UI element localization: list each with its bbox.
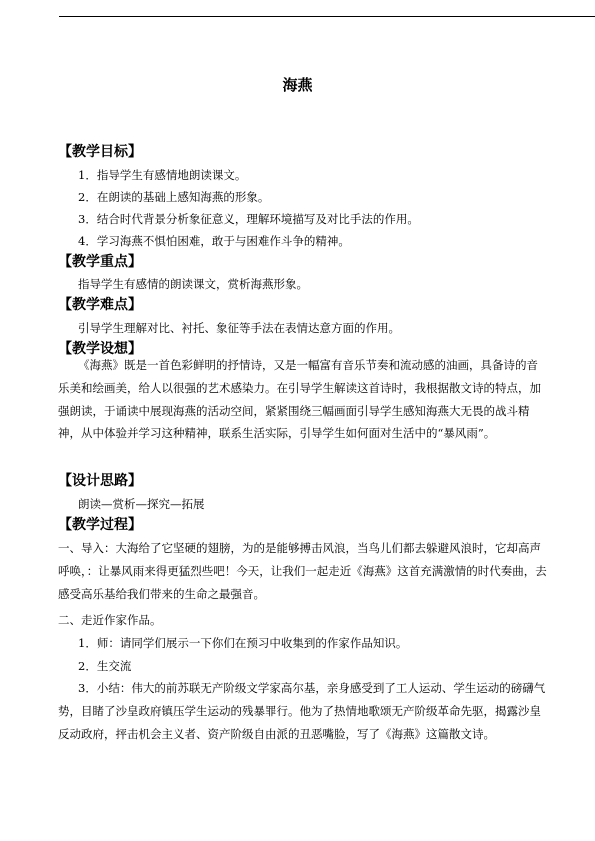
- goal-item-3: 3．结合时代背景分析象征意义，理解环境描写及对比手法的作用。: [78, 212, 419, 226]
- heading-teaching-idea: 【教学设想】: [58, 341, 142, 357]
- teaching-idea-text: 《海燕》既是一首色彩鲜明的抒情诗，又是一幅富有音乐节奏和流动感的油画，具备诗的音乐美和绘画美，给人以很强的艺术感染力。在引导学生解读这首诗时，我根据散文诗的特点，加强朗读，于诵读中展现海燕的活动空间，紧紧围绕三幅画面引导学生感知海燕大无畏的战斗精神，从中体验并学习这种精神，联系生活实际，引导学生如何面对生活中的“暴风雨”。: [58, 358, 541, 441]
- teaching-key-text: 指导学生有感情的朗读课文，赏析海燕形象。: [78, 277, 308, 291]
- heading-teaching-goals: 【教学目标】: [58, 144, 142, 160]
- heading-design-idea: 【设计思路】: [58, 473, 142, 489]
- heading-teaching-difficulty: 【教学难点】: [58, 297, 142, 313]
- header-rule: [59, 16, 595, 17]
- goal-item-1: 1．指导学生有感情地朗读课文。: [78, 168, 247, 182]
- heading-teaching-key: 【教学重点】: [58, 254, 142, 270]
- document-title: 海燕: [282, 76, 313, 94]
- design-idea-text: 朗读—赏析—探究—拓展: [78, 497, 205, 511]
- step2-summary-text: 3．小结：伟大的前苏联无产阶级文学家高尔基，亲身感受到了工人运动、学生运动的磅礴气势，目睹了沙皇政府镇压学生运动的残暴罪行。他为了热情地歌颂无产阶级革命先驱，揭露沙皇反动政府，抨击机会主义者、资产阶级自由派的丑恶嘴脸，写了《海燕》这篇散文诗。: [58, 681, 546, 741]
- heading-teaching-process: 【教学过程】: [58, 517, 142, 533]
- step2-item-2: 2．生交流: [78, 659, 132, 673]
- process-step-2: 二、走近作家作品。: [58, 613, 162, 627]
- step2-item-1: 1．师：请同学们展示一下你们在预习中收集到的作家作品知识。: [78, 636, 408, 650]
- teaching-difficulty-text: 引导学生理解对比、衬托、象征等手法在表情达意方面的作用。: [78, 321, 400, 335]
- goal-item-2: 2．在朗读的基础上感知海燕的形象。: [78, 190, 270, 204]
- goal-item-4: 4．学习海燕不惧怕困难，敢于与困难作斗争的精神。: [78, 234, 350, 248]
- process-intro-text: 一、导入：大海给了它坚硬的翅膀，为的是能够搏击风浪，当鸟儿们都去躲避风浪时，它却高声呼唤，：让暴风雨来得更猛烈些吧！今天，让我们一起走近《海燕》这首充满激情的时代奏曲，去感受高乐基给我们带来的生命之最强音。: [58, 541, 547, 601]
